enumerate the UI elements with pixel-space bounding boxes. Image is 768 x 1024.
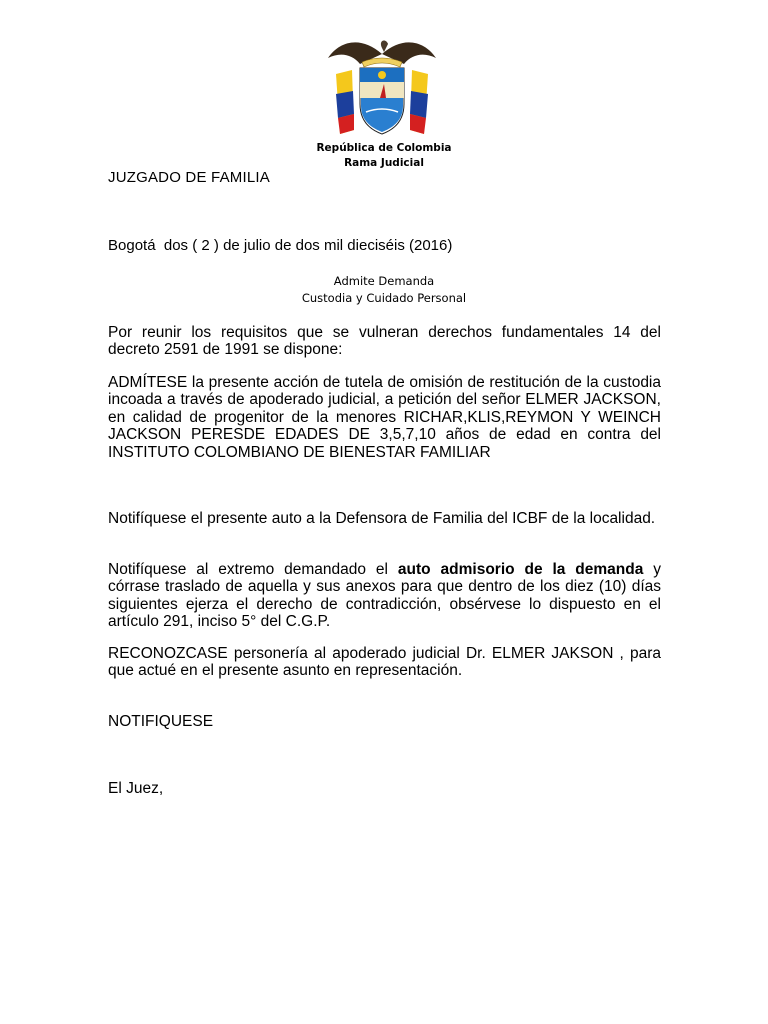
notify-defendant-text-start: Notifíquese al extremo demandado el [108, 561, 398, 578]
paragraph-recognition: RECONOZCASE personería al apoderado judicial Dr. ELMER JAKSON , para que actué en el presente asunto en representación. [108, 645, 661, 680]
notify-defendant-bold: auto admisorio de la demanda [397, 561, 644, 578]
subject-block [234, 273, 534, 307]
paragraph-requirements: Por reunir los requisitos que se vulneran derechos fundamentales 14 del decreto 2591 de 1991 se dispone: [108, 324, 661, 359]
notify-defendant-text-end: y córrase traslado de aquella y sus anexos para que dentro de los diez (10) días siguientes ejerza el derecho de contradicción, obsérvese lo dispuesto en el artículo 291, inciso 5° del C.G.P. [108, 561, 662, 631]
country-name: República de Colombia [316, 142, 452, 154]
date-line: Bogotá dos ( 2 ) de julio de dos mil dieciséis (2016) [108, 237, 453, 254]
judicial-branch: Rama Judicial [344, 157, 424, 169]
colombia-coat-of-arms-icon [322, 34, 442, 144]
notify-heading: NOTIFIQUESE [108, 713, 214, 730]
subject-line-1: Admite Demanda [333, 274, 435, 288]
paragraph-notify-defendant [108, 561, 661, 631]
paragraph-notify-defensora: Notifíquese el presente auto a la Defensora de Familia del ICBF de la localidad. [108, 510, 656, 527]
subject-line-2: Custodia y Cuidado Personal [301, 291, 467, 305]
paragraph-admission: ADMÍTESE la presente acción de tutela de omisión de restitución de la custodia incoada a través de apoderado judicial, a petición del señor ELMER JACKSON, en calidad de progenitor de la menores RICHAR,KLIS,REYMON Y WEINCH JACKSON PERESDE EDADES DE 3,5,7,10 años de edad en contra del INSTITUTO COLOMBIANO DE BIENESTAR FAMILIAR [108, 374, 661, 461]
judge-signature-line: El Juez, [108, 780, 164, 797]
court-name: JUZGADO DE FAMILIA [108, 169, 270, 186]
seal-caption [284, 141, 484, 171]
